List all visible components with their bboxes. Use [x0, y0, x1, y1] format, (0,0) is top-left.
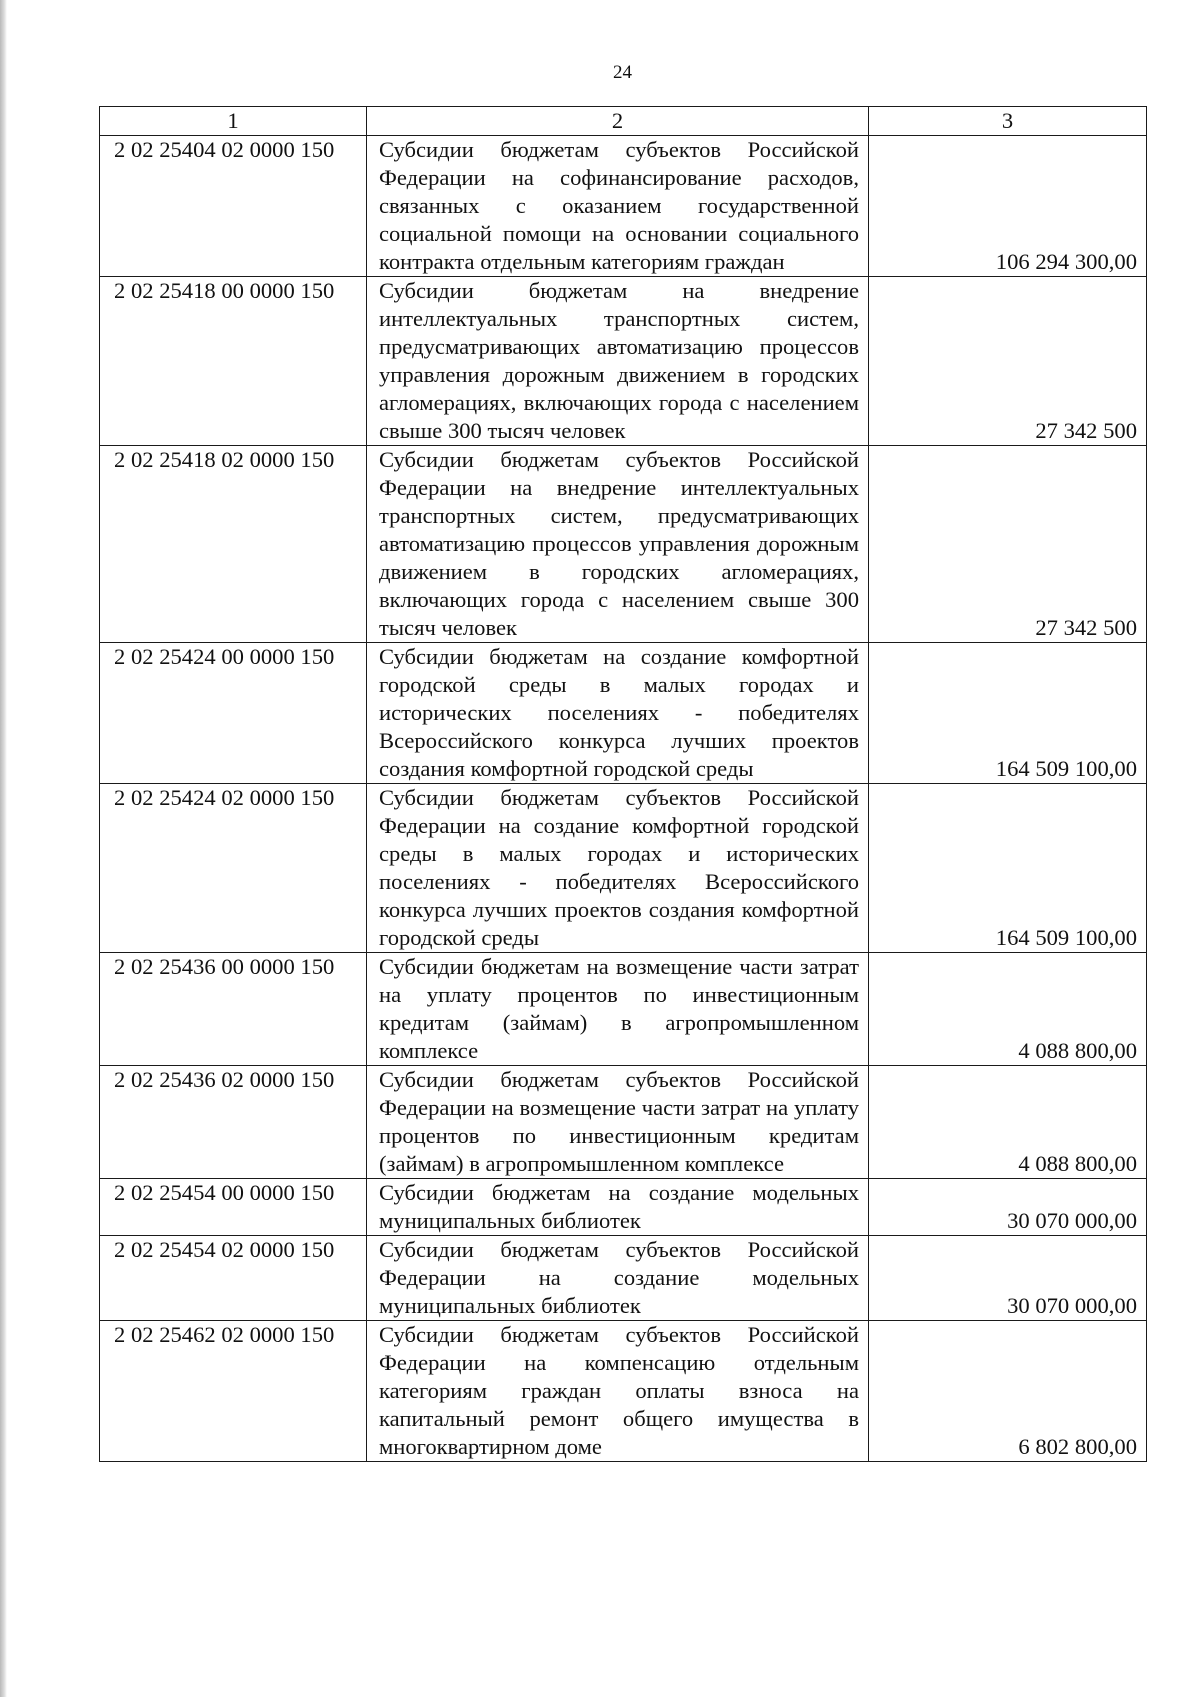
column-header-3: 3 [869, 107, 1147, 136]
row-code: 2 02 25418 00 0000 150 [100, 277, 367, 446]
scan-edge [0, 0, 7, 1697]
table-row [100, 277, 1147, 446]
row-name: Субсидии бюджетам субъектов Российской Федерации на софинансирование расходов, связанных с оказанием государственной социальной помощи на основании социального контракта отдельным категориям граждан [367, 136, 869, 277]
row-amount: 27 342 500 [869, 446, 1147, 643]
row-amount: 30 070 000,00 [869, 1179, 1147, 1236]
row-name: Субсидии бюджетам на создание модельных муниципальных библиотек [367, 1179, 869, 1236]
table-row [100, 136, 1147, 277]
row-code: 2 02 25436 00 0000 150 [100, 953, 367, 1066]
row-code: 2 02 25424 00 0000 150 [100, 643, 367, 784]
column-header-1: 1 [100, 107, 367, 136]
row-amount: 30 070 000,00 [869, 1236, 1147, 1321]
row-code: 2 02 25424 02 0000 150 [100, 784, 367, 953]
row-code: 2 02 25462 02 0000 150 [100, 1321, 367, 1462]
table-header-row [100, 107, 1147, 136]
row-amount: 164 509 100,00 [869, 784, 1147, 953]
column-header-2: 2 [367, 107, 869, 136]
row-code: 2 02 25454 02 0000 150 [100, 1236, 367, 1321]
row-name: Субсидии бюджетам на создание комфортной городской среды в малых городах и исторических поселениях - победителях Всероссийского конкурса лучших проектов создания комфортной городской среды [367, 643, 869, 784]
table-row [100, 1236, 1147, 1321]
row-code: 2 02 25436 02 0000 150 [100, 1066, 367, 1179]
row-name: Субсидии бюджетам субъектов Российской Федерации на компенсацию отдельным категориям граждан оплаты взноса на капитальный ремонт общего имущества в многоквартирном доме [367, 1321, 869, 1462]
table-row [100, 643, 1147, 784]
row-amount: 4 088 800,00 [869, 1066, 1147, 1179]
row-name: Субсидии бюджетам субъектов Российской Федерации на возмещение части затрат на уплату процентов по инвестиционным кредитам (займам) в агропромышленном комплексе [367, 1066, 869, 1179]
row-amount: 27 342 500 [869, 277, 1147, 446]
row-name: Субсидии бюджетам на возмещение части затрат на уплату процентов по инвестиционным кредитам (займам) в агропромышленном комплексе [367, 953, 869, 1066]
row-code: 2 02 25418 02 0000 150 [100, 446, 367, 643]
table-row [100, 1066, 1147, 1179]
table-row [100, 1179, 1147, 1236]
row-amount: 106 294 300,00 [869, 136, 1147, 277]
row-name: Субсидии бюджетам субъектов Российской Федерации на создание комфортной городской среды в малых городах и исторических поселениях - победителях Всероссийского конкурса лучших проектов создания комфортной городской среды [367, 784, 869, 953]
table-row [100, 446, 1147, 643]
row-name: Субсидии бюджетам субъектов Российской Федерации на внедрение интеллектуальных транспортных систем, предусматривающих автоматизацию процессов управления дорожным движением в городских агломерациях, включающих города с населением свыше 300 тысяч человек [367, 446, 869, 643]
row-code: 2 02 25454 00 0000 150 [100, 1179, 367, 1236]
row-name: Субсидии бюджетам на внедрение интеллектуальных транспортных систем, предусматривающих автоматизацию процессов управления дорожным движением в городских агломерациях, включающих города с населением свыше 300 тысяч человек [367, 277, 869, 446]
row-amount: 164 509 100,00 [869, 643, 1147, 784]
row-amount: 6 802 800,00 [869, 1321, 1147, 1462]
row-name: Субсидии бюджетам субъектов Российской Федерации на создание модельных муниципальных библиотек [367, 1236, 869, 1321]
budget-table [99, 106, 1147, 1462]
table-row [100, 953, 1147, 1066]
row-amount: 4 088 800,00 [869, 953, 1147, 1066]
table-row [100, 784, 1147, 953]
page-number: 24 [613, 62, 632, 83]
table-row [100, 1321, 1147, 1462]
row-code: 2 02 25404 02 0000 150 [100, 136, 367, 277]
